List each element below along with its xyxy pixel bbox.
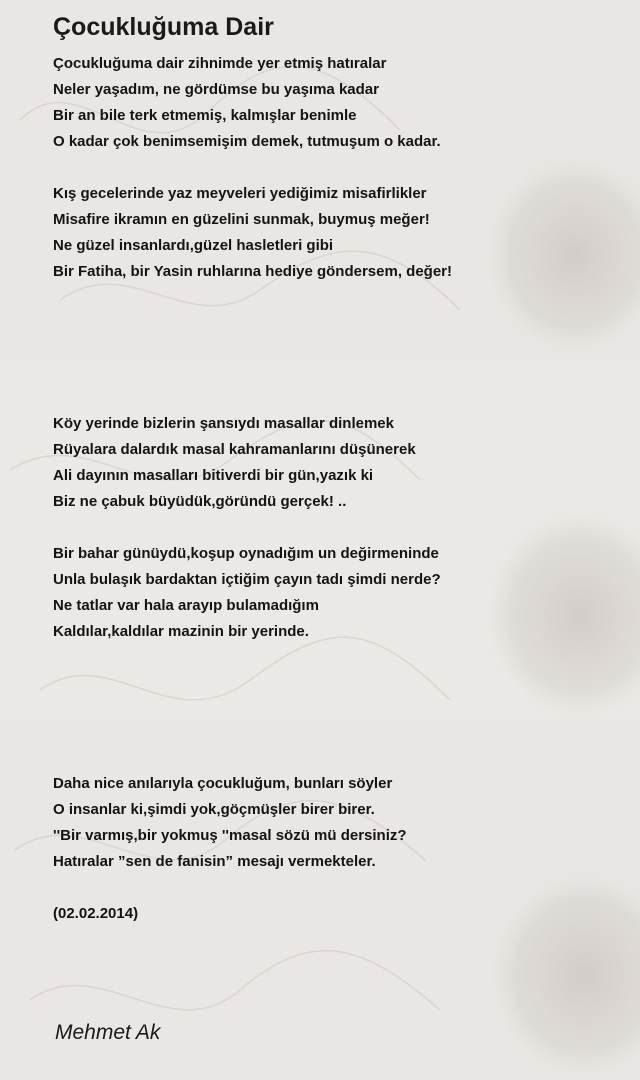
poem-line: ''Bir varmış,bir yokmuş ''masal sözü mü dersiniz? xyxy=(53,827,407,844)
poem-title: Çocukluğuma Dair xyxy=(53,13,274,41)
poem-line: Bir an bile terk etmemiş, kalmışlar benimle xyxy=(53,107,357,124)
poem-line: Çocukluğuma dair zihnimde yer etmiş hatıralar xyxy=(53,55,387,72)
poem-line: Rüyalara dalardık masal kahramanlarını düşünerek xyxy=(53,441,416,458)
poem-line: O kadar çok benimsemişim demek, tutmuşum o kadar. xyxy=(53,133,441,150)
poem-line: Bir bahar günüydü,koşup oynadığım un değirmeninde xyxy=(53,545,439,562)
poem-line: O insanlar ki,şimdi yok,göçmüşler birer birer. xyxy=(53,801,375,818)
poem-line: Hatıralar ”sen de fanisin” mesajı vermekteler. xyxy=(53,853,376,870)
poem-date: (02.02.2014) xyxy=(53,905,139,922)
poem-line: Ne güzel insanlardı,güzel hasletleri gibi xyxy=(53,237,334,254)
poem-line: Köy yerinde bizlerin şansıydı masallar dinlemek xyxy=(53,415,394,432)
poem-line: Unla bulaşık bardaktan içtiğim çayın tadı şimdi nerde? xyxy=(53,571,441,588)
poem-line: Kaldılar,kaldılar mazinin bir yerinde. xyxy=(53,623,309,640)
poem-author: Mehmet Ak xyxy=(55,1021,161,1044)
poem-line: Bir Fatiha, bir Yasin ruhlarına hediye göndersem, değer! xyxy=(53,263,453,280)
poem-line: Misafire ikramın en güzelini sunmak, buymuş meğer! xyxy=(53,211,430,228)
poem-line: Biz ne çabuk büyüdük,göründü gerçek! .. xyxy=(53,493,347,510)
poem-line: Ne tatlar var hala arayıp bulamadığım xyxy=(53,597,319,614)
poem-line: Kış gecelerinde yaz meyveleri yediğimiz misafirlikler xyxy=(53,185,427,202)
poem-line: Ali dayının masalları bitiverdi bir gün,yazık ki xyxy=(53,467,374,484)
poem-line: Neler yaşadım, ne gördümse bu yaşıma kadar xyxy=(53,81,379,98)
poem-line: Daha nice anılarıyla çocukluğum, bunları söyler xyxy=(53,775,393,792)
